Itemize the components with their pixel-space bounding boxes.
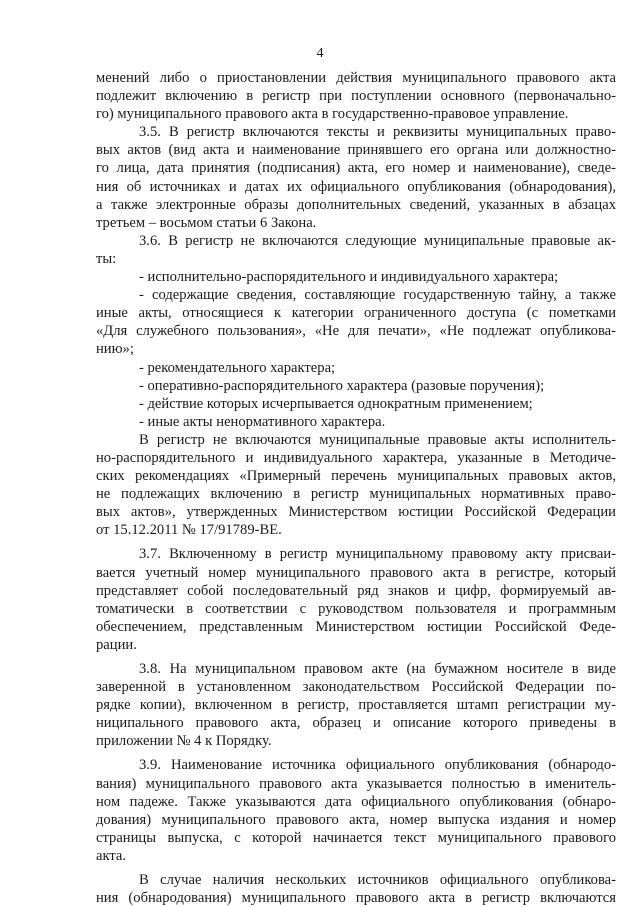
list-item: - действие которых исчерпывается однократным применением; — [139, 395, 533, 412]
text-line: дования) муниципального правового акта, номер выпуска издания и номер — [96, 811, 616, 828]
text-line: представляет собой последовательный ряд знаков и цифр, формируемый ав- — [96, 582, 616, 599]
list-item: - исполнительно-распорядительного и индивидуального характера; — [139, 269, 559, 286]
text-line: ния об источниках и датах их официального опубликования (обнародования), — [96, 178, 616, 195]
text-line: 3.7. Включенному в регистр муниципальному правовому акту присваи- — [139, 546, 616, 563]
text-line: акта. — [96, 847, 127, 864]
text-line: подлежит включению в регистр при поступлении основного (первоначально- — [96, 88, 616, 105]
text-line: от 15.12.2011 № 17/91789-ВЕ. — [96, 522, 282, 539]
text-line: не подлежащих включению в регистр муниципальных нормативных право- — [96, 486, 616, 503]
text-line: менений либо о приостановлении действия муниципального правового акта — [96, 70, 616, 86]
list-item: - рекомендательного характера; — [139, 359, 336, 376]
text-line: го лица, дата принятия (подписания) акта, его номер и наименование), сведе- — [96, 160, 616, 177]
text-line: страницы выпуска, с которой начинается текст муниципального правового — [96, 829, 616, 846]
list-item: - оперативно-распорядительного характера (разовые поручения); — [139, 377, 545, 394]
text-line: 3.6. В регистр не включаются следующие муниципальные правовые ак- — [139, 232, 616, 249]
text-line: В регистр не включаются муниципальные правовые акты исполнитель- — [139, 431, 616, 448]
text-line: вается учетный номер муниципального правового акта в регистре, который — [96, 564, 616, 581]
text-line: ских рекомендациях «Примерный перечень муниципальных правовых актов, — [96, 468, 616, 485]
text-line: ния (обнародования) муниципального правового акта в регистр включаются — [96, 890, 616, 907]
document-body — [96, 69, 616, 907]
text-line: иные акты, относящиеся к категории ограниченного доступа (с пометками — [96, 305, 616, 322]
text-line: ты: — [96, 250, 117, 267]
text-line: 3.9. Наименование источника официального опубликования (обнародо- — [139, 757, 616, 774]
text-line: «Для служебного пользования», «Не для печати», «Не подлежат опубликова- — [96, 323, 616, 340]
text-line: вых актов», утвержденных Министерством юстиции Российской Федерации — [96, 504, 616, 521]
text-line: В случае наличия нескольких источников официального опубликова- — [139, 872, 616, 889]
text-line: томатически в соответствии с руководством пользователя и программным — [96, 600, 616, 617]
text-line: вания) муниципального правового акта указывается полностью в именитель- — [96, 775, 616, 792]
text-line: третьем – восьмом статьи 6 Закона. — [96, 214, 317, 231]
text-line: ниципального правового акта, образец и описание которого приведены в — [96, 715, 616, 732]
text-line: нию»; — [96, 341, 134, 358]
text-line: а также электронные образы дополнительных сведений, указанных в абзацах — [96, 196, 616, 213]
text-line: обеспечением, представленным Министерством юстиции Российской Феде- — [96, 618, 616, 635]
text-line: 3.5. В регистр включаются тексты и реквизиты муниципальных право- — [139, 124, 616, 141]
text-line: вых актов (вид акта и наименование принявшего его органа или должностно- — [96, 142, 616, 159]
text-line: го) муниципального правового акта в государственно-правовое управление. — [96, 106, 569, 123]
text-line: приложении № 4 к Порядку. — [96, 733, 272, 750]
text-line: рации. — [96, 636, 137, 653]
page-number: 4 — [316, 46, 324, 61]
text-line: заверенной в установленном законодательством Российской Федерации по- — [96, 679, 616, 696]
list-item: - иные акты ненормативного характера. — [139, 413, 386, 430]
text-line: рядке копии), включенном в регистр, проставляется штамп регистрации му- — [96, 697, 616, 714]
text-line: ном падеже. Также указываются дата официального опубликования (обнаро- — [96, 793, 616, 810]
list-item: - содержащие сведения, составляющие государственную тайну, а также — [139, 287, 616, 304]
text-line: но-распорядительного и индивидуального характера, указанные в Методиче- — [96, 449, 616, 466]
text-line: 3.8. На муниципальном правовом акте (на бумажном носителе в виде — [139, 661, 616, 677]
